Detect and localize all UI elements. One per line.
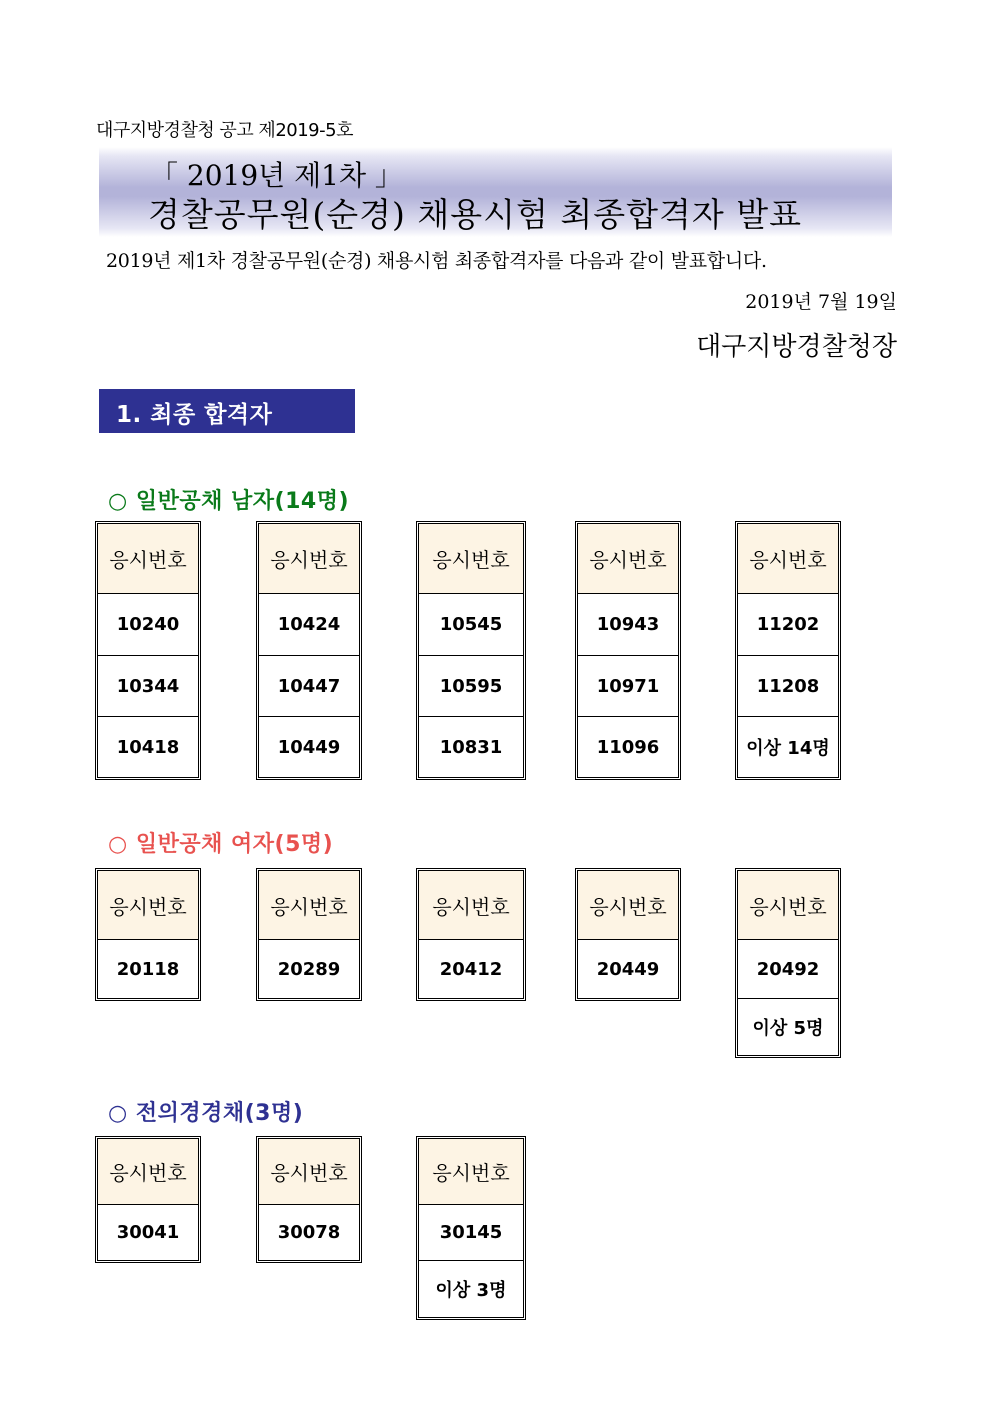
table-cell: 30078: [259, 1204, 359, 1260]
table-cell: 10449: [259, 716, 359, 777]
table-header: 응시번호: [419, 524, 523, 593]
table-cell: 이상 5명: [738, 998, 838, 1055]
male-table-3: [416, 521, 526, 780]
table-cell: 30041: [98, 1204, 198, 1260]
table-header: 응시번호: [578, 871, 678, 939]
table-cell: 10240: [98, 593, 198, 655]
table-cell: 이상 14명: [738, 716, 838, 777]
ex-police-table-1: [95, 1136, 201, 1263]
table-cell: 이상 3명: [419, 1260, 523, 1317]
female-table-3: [416, 868, 526, 1001]
male-table-5: [735, 521, 841, 780]
section-heading: 1. 최종 합격자: [116, 402, 273, 428]
title-line-2: 경찰공무원(순경) 채용시험 최종합격자 발표: [148, 195, 803, 234]
table-cell: 10447: [259, 655, 359, 716]
table-cell: 20289: [259, 939, 359, 998]
notice-number: 대구지방경찰청 공고 제2019-5호: [96, 120, 353, 141]
table-cell: 20449: [578, 939, 678, 998]
ex-police-table-3: [416, 1136, 526, 1320]
female-table-4: [575, 868, 681, 1001]
table-cell: 20412: [419, 939, 523, 998]
table-header: 응시번호: [98, 871, 198, 939]
table-header: 응시번호: [419, 871, 523, 939]
female-table-1: [95, 868, 201, 1001]
table-header: 응시번호: [98, 1139, 198, 1204]
male-table-2: [256, 521, 362, 780]
table-cell: 10344: [98, 655, 198, 716]
announcement-date: 2019년 7월 19일: [745, 291, 897, 313]
table-cell: 10545: [419, 593, 523, 655]
table-cell: 11202: [738, 593, 838, 655]
issuer-name: 대구지방경찰청장: [696, 332, 897, 362]
table-cell: 10943: [578, 593, 678, 655]
title-line-1: 「 2019년 제1차 」: [150, 159, 403, 192]
category-male-title: ○ 일반공채 남자(14명): [108, 489, 350, 514]
table-cell: 11096: [578, 716, 678, 777]
male-table-4: [575, 521, 681, 780]
table-cell: 20492: [738, 939, 838, 998]
intro-text: 2019년 제1차 경찰공무원(순경) 채용시험 최종합격자를 다음과 같이 발표합니다.: [106, 250, 767, 272]
table-header: 응시번호: [419, 1139, 523, 1204]
table-cell: 11208: [738, 655, 838, 716]
table-header: 응시번호: [98, 524, 198, 593]
table-cell: 10971: [578, 655, 678, 716]
table-cell: 30145: [419, 1204, 523, 1260]
table-header: 응시번호: [259, 524, 359, 593]
category-female-title: ○ 일반공채 여자(5명): [108, 832, 334, 857]
table-header: 응시번호: [259, 871, 359, 939]
table-cell: 10595: [419, 655, 523, 716]
table-cell: 10418: [98, 716, 198, 777]
male-table-1: [95, 521, 201, 780]
table-header: 응시번호: [259, 1139, 359, 1204]
table-header: 응시번호: [578, 524, 678, 593]
table-header: 응시번호: [738, 871, 838, 939]
table-header: 응시번호: [738, 524, 838, 593]
table-cell: 10424: [259, 593, 359, 655]
female-table-2: [256, 868, 362, 1001]
ex-police-table-2: [256, 1136, 362, 1263]
table-cell: 10831: [419, 716, 523, 777]
table-cell: 20118: [98, 939, 198, 998]
female-table-5: [735, 868, 841, 1058]
category-ex-police-title: ○ 전의경경채(3명): [108, 1101, 304, 1126]
